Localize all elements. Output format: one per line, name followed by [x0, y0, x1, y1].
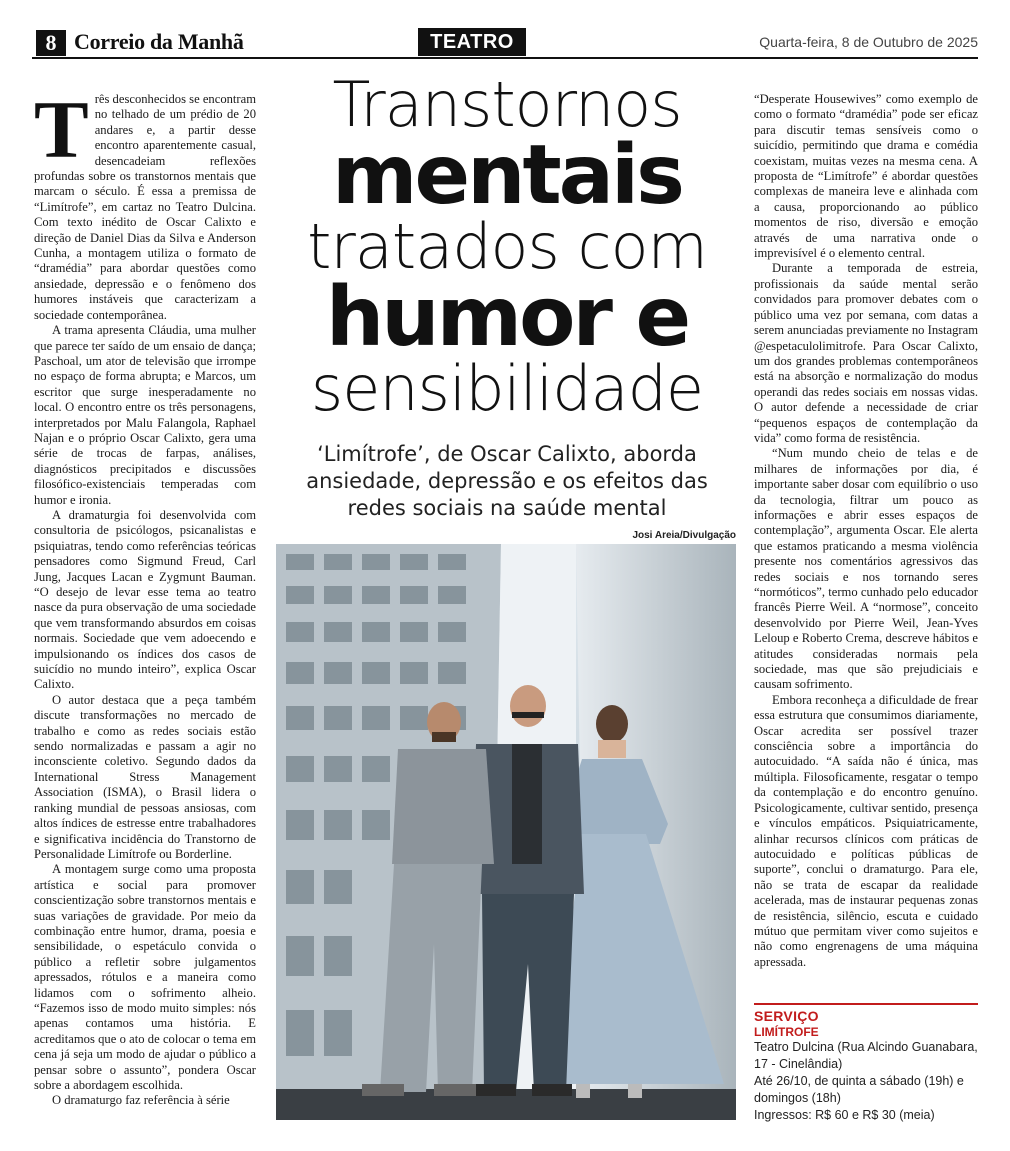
- drop-cap: T: [34, 84, 89, 175]
- article-paragraph: A montagem surge como uma proposta artística e social para promover conscientização sobre transtornos mentais e suas variações de gravidade. Por meio da combinação entre humor, drama, poesia e sensibilidade, o espetáculo convida o público a refletir sobre julgamentos apressados, rótulos e a maneira como lidamos com o sofrimento alheio. “Fazemos isso de modo muito simples: nós apenas contamos uma história. E acreditamos que o ato de colocar o tema em cena já seja um modo de ajudar o público a pensar sobre o assunto”, pondera Oscar sobre a abordagem escolhida.: [34, 862, 256, 1092]
- cast-photo-illustration: [276, 544, 736, 1120]
- header-divider: [32, 57, 978, 59]
- headline-line: mentais: [332, 128, 682, 223]
- page-number: 8: [36, 30, 66, 56]
- article-paragraph: O dramaturgo faz referência à série: [52, 1093, 230, 1108]
- article-paragraph: “Desperate Housewives” como exemplo de como o formato “dramédia” pode ser eficaz para discutir temas sensíveis como o suicídio, permitindo que drama e comédia coexistam, muitas vezes na mesma cena. A proposta de “Limítrofe” é abordar questões complexas de maneira leve e alinhada com a causa, proporcionando ao público momentos de riso, diversão e emoção através de uma narrativa onde o imprevisível é o elemento central.: [754, 92, 978, 261]
- headline-line: sensibilidade: [310, 352, 704, 425]
- article-paragraph: Durante a temporada de estreia, profissionais da saúde mental serão convidados para promover debates com o público uma vez por semana, com datas a serem anunciadas previamente no Instagram @espetaculolimitrofe. Para Oscar Calixto, um dos grandes problemas contemporâneos está na absorção e normalização do modus operandi das redes sociais em nossas vidas. O autor defende a necessidade de criar “pequenos espaços de contemplação da vida” como forma de resistência.: [754, 261, 978, 445]
- photo-credit: Josi Areia/Divulgação: [632, 530, 736, 541]
- article-paragraph: A trama apresenta Cláudia, uma mulher que parece ter saído de um ensaio de dança; Paschoal, um ator de televisão que irrompe no espaço de forma abrupta; e Marcos, um escritor que surge inesperadamente no local. O encontro entre os três personagens, interpretados por Malu Falangola, Raphael Najan e o próprio Oscar Calixto, gera uma série de trocas de farpas, análises, diagnósticos precipitados e discussões filosófico-existenciais temperadas com humor e ironia.: [34, 323, 256, 507]
- subheadline: ‘Limítrofe’, de Oscar Calixto, aborda ansiedade, depressão e os efeitos das redes sociais na saúde mental: [306, 442, 708, 520]
- newspaper-brand: Correio da Manhã: [74, 29, 244, 54]
- headline-line: Transtornos: [332, 68, 682, 141]
- article-right-column: [754, 92, 978, 970]
- article-paragraph: Três desconhecidos se encontram no telhado de um prédio de 20 andares e, a partir desse encontro aparentemente casual, desencadeiam reflexões profundas sobre os transtornos mentais que marcam o século. É essa a premissa de “Limítrofe”, em cartaz no Teatro Dulcina. Com texto inédito de Oscar Calixto e direção de Daniel Dias da Silva e Anderson Cunha, a montagem utiliza o formato de “dramédia” para abordar questões como ansiedade, depressão e o fenômeno dos humores instáveis que caracterizam a sociedade contemporânea.: [34, 84, 256, 322]
- article-left-column: [34, 84, 256, 1109]
- service-box: [754, 1008, 980, 1124]
- service-show-name: LIMÍTROFE: [754, 1025, 819, 1039]
- service-venue: Teatro Dulcina (Rua Alcindo Guanabara, 17 - Cinelândia): [754, 1040, 978, 1071]
- article-photo: [276, 544, 736, 1120]
- issue-date: Quarta-feira, 8 de Outubro de 2025: [759, 34, 978, 50]
- article-paragraph: Embora reconheça a dificuldade de frear essa estrutura que consumimos diariamente, Oscar acredita ser possível trazer consciência sobre a importância do autocuidado. “A saída não é única, mas múltipla. Filosoficamente, resgatar o tempo da contemplação e do encontro genuíno. Psicologicamente, cultivar sentido, presença e vínculos empáticos. Psiquiatricamente, alinhar recursos clínicos com práticas de autocuidado e políticas públicas de suporte”, conclui o dramaturgo. Para ele, não se trata de escapar da realidade acelerada, mas de instaurar pequenas zonas de resistência, silêncio, escuta e cuidado mútuo que permitam viver como sujeitos e não como engrenagens de uma máquina apressada.: [754, 692, 978, 969]
- article-paragraph: A dramaturgia foi desenvolvida com consultoria de psicólogos, psicanalistas e psiquiatras, tendo como referências teóricas pensadores como Sigmund Freud, Carl Jung, Jacques Lacan e Zygmunt Bauman. “O desejo de levar esse tema ao teatro nasce da pura observação de uma sociedade que vem transformando absurdos em coisas normais. Sociedade que vem adoecendo e impulsionando os índices dos casos de suicídio no mundo inteiro”, explica Oscar Calixto.: [34, 507, 256, 692]
- article-paragraph: O autor destaca que a peça também discute transformações no mercado de trabalho e como as redes sociais estão sendo normalizadas e passam a agir no inconsciente coletivo. Segundo dados da International Stress Management Association (ISMA), o Brasil lidera o ranking mundial de pessoas ansiosas, com altos índices de estresse entre trabalhadores e significativa incidência do Transtorno de Personalidade Limítrofe ou Borderline.: [34, 692, 256, 861]
- service-schedule: Até 26/10, de quinta a sábado (19h) e domingos (18h): [754, 1074, 964, 1105]
- headline-line: humor e: [325, 270, 689, 365]
- service-title: SERVIÇO: [754, 1008, 819, 1024]
- article-paragraph: “Num mundo cheio de telas e de milhares de informações por dia, é importante saber dosar com equilíbrio o uso da tecnologia, filtrar um pouco as informações e abrir esses espaços de contemplação”, argumenta Oscar. Ele alerta que estamos praticando a mesma violência presente nos comentários agressivos das redes sociais e nos tornando seres “normóticos”, termo cunhado pelo educador francês Pierre Weil. A “normose”, conceito desenvolvido por Pierre Weil, Jean-Yves Leloup e Roberto Crema, descreve hábitos e atitudes consideradas normais pela sociedade, mas que são prejudiciais e causam sofrimento.: [754, 446, 978, 692]
- page-header: [32, 28, 978, 58]
- section-label: TEATRO: [418, 28, 526, 56]
- service-tickets: Ingressos: R$ 60 e R$ 30 (meia): [754, 1108, 935, 1122]
- headline-line: tratados com: [307, 210, 707, 283]
- service-divider: [754, 1003, 978, 1005]
- headline: [270, 68, 744, 425]
